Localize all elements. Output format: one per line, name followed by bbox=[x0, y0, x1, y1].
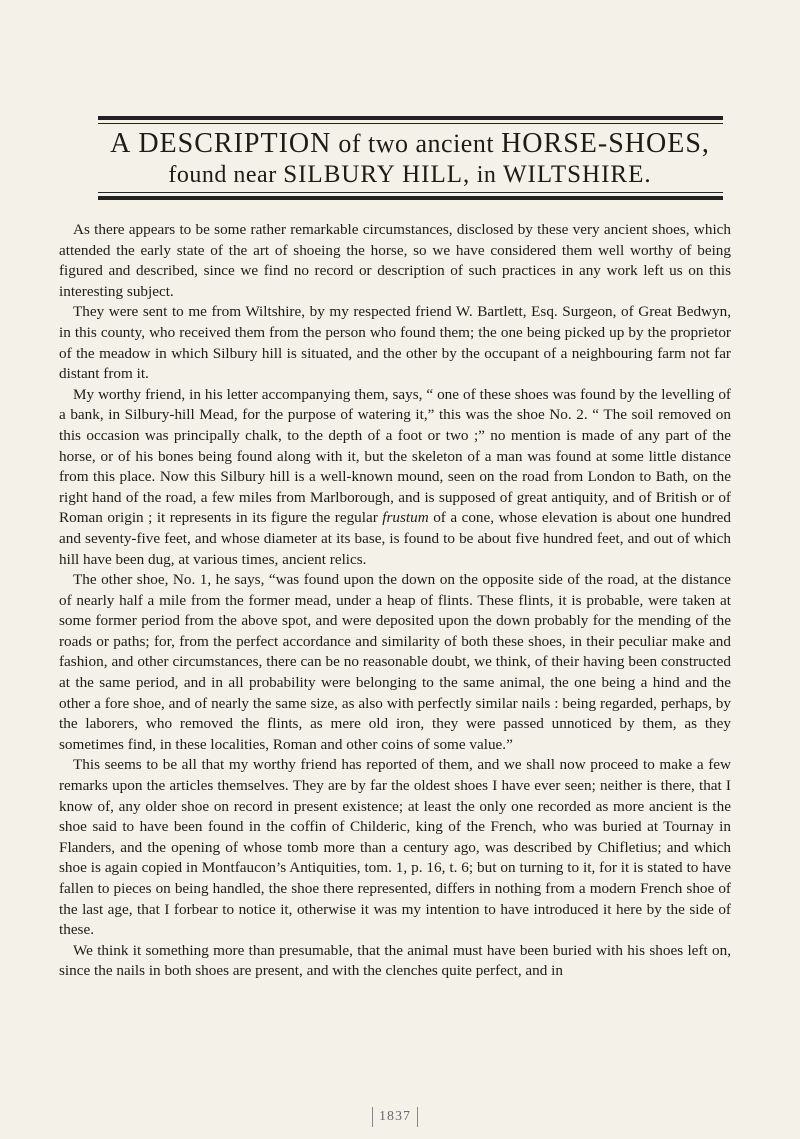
paragraph: The other shoe, No. 1, he says, “was found upon the down on the opposite side of the road, at the distance of nearly half a mile from the former mead, under a heap of flints. These flints, it is probable, were taken at some former period from the above spot, and were deposited upon the down probably for the mending of the roads or paths; for, from the perfect accordance and similarity of both these shoes, in their peculiar make and fashion, and other circumstances, there can be no reasonable doubt, we think, of their having been constructed at the same period, and in all probability were belonging to the same animal, the one being a hind and the other a fore shoe, and of nearly the same size, as also with perfectly similar nails : being regarded, perhaps, by the laborers, who removed the flints, as mere old iron, they were passed unnoticed by them, as they sometimes find, in these localities, Roman and other coins of some value.” bbox=[59, 571, 731, 753]
paragraph: We think it something more than presumable, that the animal must have been buried with his shoes left on, since the nails in both shoes are present, and with the clenches quite perfect, and in bbox=[59, 941, 731, 980]
subtitle-place-silbury: SILBURY HILL, bbox=[283, 161, 471, 188]
title-prefix: A bbox=[110, 128, 132, 159]
paragraph bbox=[59, 385, 731, 570]
title-word-horseshoes: HORSE-SHOES, bbox=[501, 128, 710, 159]
subtitle-prefix: found near bbox=[168, 162, 277, 188]
paragraph-text: My worthy friend, in his letter accompanying them, says, “ one of these shoes was found by the levelling of a bank, in Silbury-hill Mead, for the purpose of watering it,” this was the shoe No. 2. “ The soil removed on this occasion was principally chalk, to the depth of a foot or two ;” no mention is made of any part of the horse, or of his bones being found along with it, but the skeleton of a man was found at some little distance from this place. Now this Silbury hill is a well-known mound, seen on the road from London to Bath, on the right hand of the road, a few miles from Marlborough, and is supposed of great antiquity, and of British or of Roman origin ; it represents in its figure the regular bbox=[59, 385, 731, 527]
top-rule-thin bbox=[98, 123, 723, 124]
title-word-description: DESCRIPTION bbox=[138, 128, 332, 159]
article-body bbox=[59, 220, 731, 982]
library-stamp: 1837 bbox=[372, 1107, 418, 1127]
title-middle: of two ancient bbox=[338, 129, 495, 158]
paragraph: As there appears to be some rather remarkable circumstances, disclosed by these very ancient shoes, which attended the early state of the art of shoeing the horse, so we have considered them well worthy of being figured and described, since we find no record or description of such practices in any work left us on this interesting subject. bbox=[59, 221, 731, 300]
paragraph: This seems to be all that my worthy friend has reported of them, and we shall now proceed to make a few remarks upon the articles themselves. They are by far the oldest shoes I have ever seen; neither is there, that I know of, any older shoe on record in present existence; at least the only one recorded as more ancient is the shoe said to have been found in the coffin of Childeric, king of the French, who was buried at Tournay in Flanders, and the opening of whose tomb more than a century ago, was described by Chifletius; and which shoe is again copied in Montfaucon’s Antiquities, tom. 1, p. 16, t. 6; but on turning to it, for it is stated to have fallen to pieces on being handled, the shoe there represented, differs in nothing from a modern French shoe of the last age, that I forbear to notice it, otherwise it was my intention to have introduced it here by the side of these. bbox=[59, 756, 731, 939]
subtitle-middle: in bbox=[476, 162, 497, 188]
top-rule-thick bbox=[98, 116, 723, 120]
paragraph: They were sent to me from Wiltshire, by my respected friend W. Bartlett, Esq. Surgeon, of Great Bedwyn, in this county, who received them from the person who found them; the one being picked up by the proprietor of the meadow in which Silbury hill is situated, and the other by the occupant of a neighbouring farm not far distant from it. bbox=[59, 303, 731, 383]
bottom-rule-thick bbox=[98, 196, 723, 200]
italic-term: frustum bbox=[382, 509, 429, 527]
page-title bbox=[60, 129, 760, 159]
page-subtitle bbox=[60, 161, 760, 189]
subtitle-place-wiltshire: WILTSHIRE. bbox=[502, 161, 652, 188]
paragraph-text: of a cone, whose elevation is about one hundred and seventy-five feet, and whose diameter at its base, is found to be about five hundred feet, and out of which hill have been dug, at various times, ancient relics. bbox=[59, 509, 732, 568]
bottom-rule-thin bbox=[98, 192, 723, 193]
